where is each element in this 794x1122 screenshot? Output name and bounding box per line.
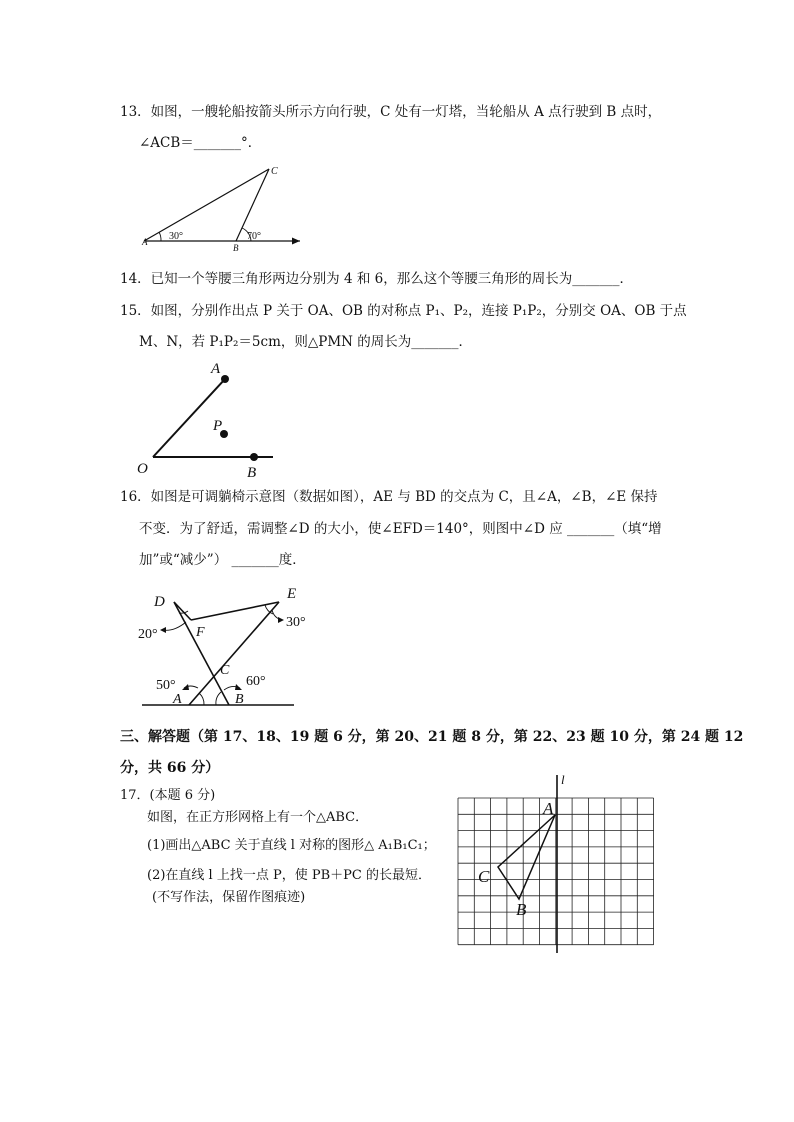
q17-label-l: l xyxy=(561,772,565,787)
section-heading-line1: 三、解答题（第 17、18、19 题 6 分，第 20、21 题 8 分，第 22、23 题 10 分，第 24 题 12 xyxy=(120,729,744,745)
q16-label-c: C xyxy=(220,663,230,678)
q17-label-b: B xyxy=(516,900,527,919)
q13-angle-a: 30° xyxy=(169,231,183,242)
section-heading-line2: 分，共 66 分） xyxy=(120,760,220,776)
q16-figure xyxy=(132,580,312,712)
q13-label-b: B xyxy=(233,243,239,253)
q16-label-e: E xyxy=(287,586,297,602)
q17-grid-figure xyxy=(450,770,665,955)
q16-label-d: D xyxy=(154,594,165,610)
q16-angle-d: 20° xyxy=(138,627,158,642)
q15-label-a: A xyxy=(211,361,221,377)
q16-text-line3: 加”或“减少”） _______度． xyxy=(139,552,306,568)
q13-angle-arc-a xyxy=(159,232,161,241)
q17-text-line1: 17．(本题 6 分) xyxy=(120,788,216,803)
q16-label-f: F xyxy=(196,625,205,640)
q13-figure xyxy=(138,160,308,255)
q17-text-line3: (1)画出△ABC 关于直线 l 对称的图形△ A₁B₁C₁； xyxy=(147,838,436,853)
q15-text-line1: 15．如图，分别作出点 P 关于 OA、OB 的对称点 P₁、P₂，连接 P₁P₂，分别交 OA、OB 于点 xyxy=(120,303,687,319)
q15-label-b: B xyxy=(247,465,257,480)
q15-point-b xyxy=(250,453,258,461)
q17-label-c: C xyxy=(478,867,490,886)
q16-arc-b xyxy=(216,692,221,705)
arrow-icon xyxy=(278,617,284,623)
q13-label-c: C xyxy=(271,166,278,177)
q16-angle-e: 30° xyxy=(286,615,306,630)
q15-label-o: O xyxy=(137,461,148,477)
q17-text-line5: (不写作法，保留作图痕迹) xyxy=(152,890,306,905)
q16-text-line2: 不变．为了舒适，需调整∠D 的大小，使∠EFD＝140°，则图中∠D 应 _______（填“增 xyxy=(139,521,662,537)
q13-angle-b: 70° xyxy=(247,231,261,242)
q16-angle-b: 60° xyxy=(246,674,266,689)
arrow-icon xyxy=(292,238,300,245)
q15-point-a xyxy=(221,375,229,383)
q15-label-p: P xyxy=(213,418,223,434)
q13-text-line2: ∠ACB＝_______°． xyxy=(139,135,262,151)
q16-arc-a xyxy=(199,693,204,705)
q16-label-b: B xyxy=(235,692,244,707)
q16-label-a: A xyxy=(173,692,182,707)
q17-text-line2: 如图，在正方形网格上有一个△ABC． xyxy=(147,810,369,825)
q15-figure xyxy=(136,355,286,480)
q16-text-line1: 16．如图是可调躺椅示意图（数据如图），AE 与 BD 的交点为 C，且∠A，∠B，∠E 保持 xyxy=(120,489,658,505)
q17-text-line4: (2)在直线 l 上找一点 P，使 PB＋PC 的长最短． xyxy=(147,868,431,883)
arrow-icon xyxy=(235,684,242,690)
q17-label-a: A xyxy=(543,799,554,818)
q13-label-a: A xyxy=(142,237,148,247)
arrow-icon xyxy=(182,684,189,690)
arrow-icon xyxy=(160,627,166,633)
q16-angle-a: 50° xyxy=(156,678,176,693)
q15-text-line2: M、N，若 P₁P₂＝5cm，则△PMN 的周长为_______． xyxy=(139,334,473,350)
q13-text-line1: 13．如图，一艘轮船按箭头所示方向行驶，C 处有一灯塔，当轮船从 A 点行驶到 B 点时， xyxy=(120,104,662,120)
q14-text-line1: 14．已知一个等腰三角形两边分别为 4 和 6，那么这个等腰三角形的周长为_______． xyxy=(120,271,633,287)
